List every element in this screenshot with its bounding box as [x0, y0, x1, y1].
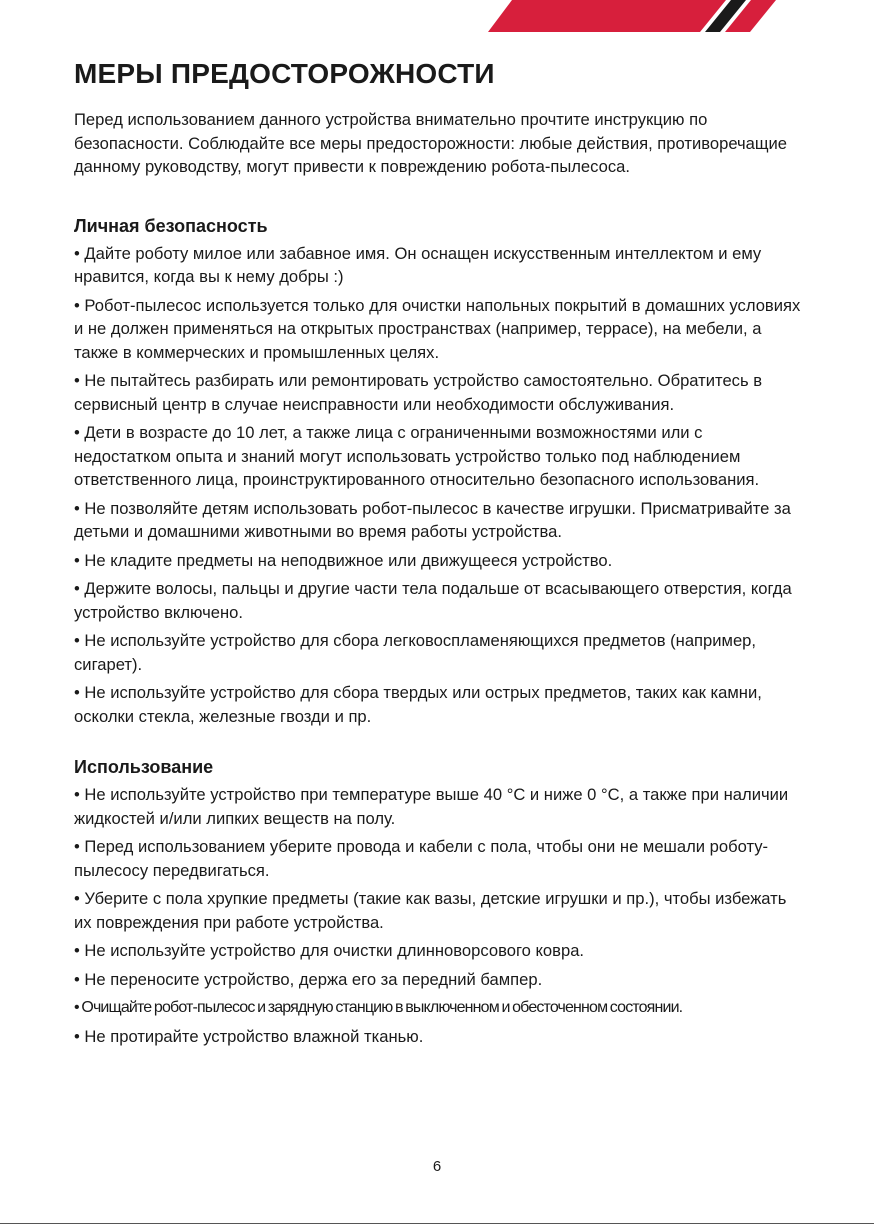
- page-title: МЕРЫ ПРЕДОСТОРОЖНОСТИ: [74, 58, 495, 89]
- usage-list: [74, 783, 804, 1048]
- section-heading-personal-safety: Личная безопасность: [74, 215, 268, 236]
- header-red-band: [488, 0, 726, 32]
- list-item: • Не используйте устройство при температуре выше 40 °С и ниже 0 °С, а также при наличии жидкостей и/или липких веществ на полу.: [74, 785, 789, 828]
- list-item: • Дайте роботу милое или забавное имя. Он оснащен искусственным интеллектом и ему нравится, когда вы к нему добры :): [74, 243, 762, 286]
- list-item: • Держите волосы, пальцы и другие части тела подальше от всасывающего отверстия, когда устройство включено.: [74, 579, 792, 622]
- list-item: • Не позволяйте детям использовать робот-пылесос в качестве игрушки. Присматривайте за детьми и домашними животными во время работы устройства.: [74, 498, 791, 541]
- list-item: • Не используйте устройство для сбора легковоспламеняющихся предметов (например, сигарет).: [74, 631, 757, 674]
- section-heading-usage: Использование: [74, 757, 214, 777]
- header-decoration: [0, 0, 874, 40]
- list-item: • Не кладите предметы на неподвижное или движущееся устройство.: [74, 550, 613, 570]
- page-number: 6: [432, 1158, 442, 1175]
- list-item: • Не используйте устройство для сбора твердых или острых предметов, таких как камни, осколки стекла, железные гвозди и пр.: [74, 683, 762, 726]
- list-item: • Дети в возрасте до 10 лет, а также лица с ограниченными возможностями или с недостатком опыта и знаний могут использовать устройство только под наблюдением ответственного лица, проинструктированного относительно безопасного использования.: [74, 423, 760, 489]
- list-item: • Робот-пылесос используется только для очистки напольных покрытий в домашних условиях и не должен применяться на открытых пространствах (например, террасе), на мебели, а также в коммерческих и промышленных целях.: [74, 295, 801, 362]
- list-item: • Не пытайтесь разбирать или ремонтировать устройство самостоятельно. Обратитесь в сервисный центр в случае неисправности или необходимости обслуживания.: [74, 371, 763, 414]
- intro-paragraph: Перед использованием данного устройства внимательно прочтите инструкцию по безопасности. Соблюдайте все меры предосторожности: любые действия, противоречащие данному руководству, могут привести к повреждению робота-пылесоса.: [74, 110, 788, 176]
- bottom-divider: [0, 1223, 874, 1224]
- personal-safety-list: [74, 242, 804, 729]
- list-item: • Очищайте робот-пылесос и зарядную станцию в выключенном и обесточенном состоянии.: [74, 999, 683, 1016]
- section-personal-safety: [74, 214, 804, 729]
- list-item: • Не используйте устройство для очистки длинноворсового ковра.: [74, 941, 585, 960]
- list-item: • Не протирайте устройство влажной тканью.: [74, 1026, 424, 1046]
- page-content: [74, 56, 804, 1053]
- list-item: • Перед использованием уберите провода и кабели с пола, чтобы они не мешали роботу-пылесосу передвигаться.: [74, 837, 769, 880]
- list-item: • Уберите с пола хрупкие предметы (такие как вазы, детские игрушки и пр.), чтобы избежать их повреждения при работе устройства.: [74, 889, 787, 932]
- list-item: • Не переносите устройство, держа его за передний бампер.: [74, 969, 543, 989]
- section-usage: [74, 755, 804, 1048]
